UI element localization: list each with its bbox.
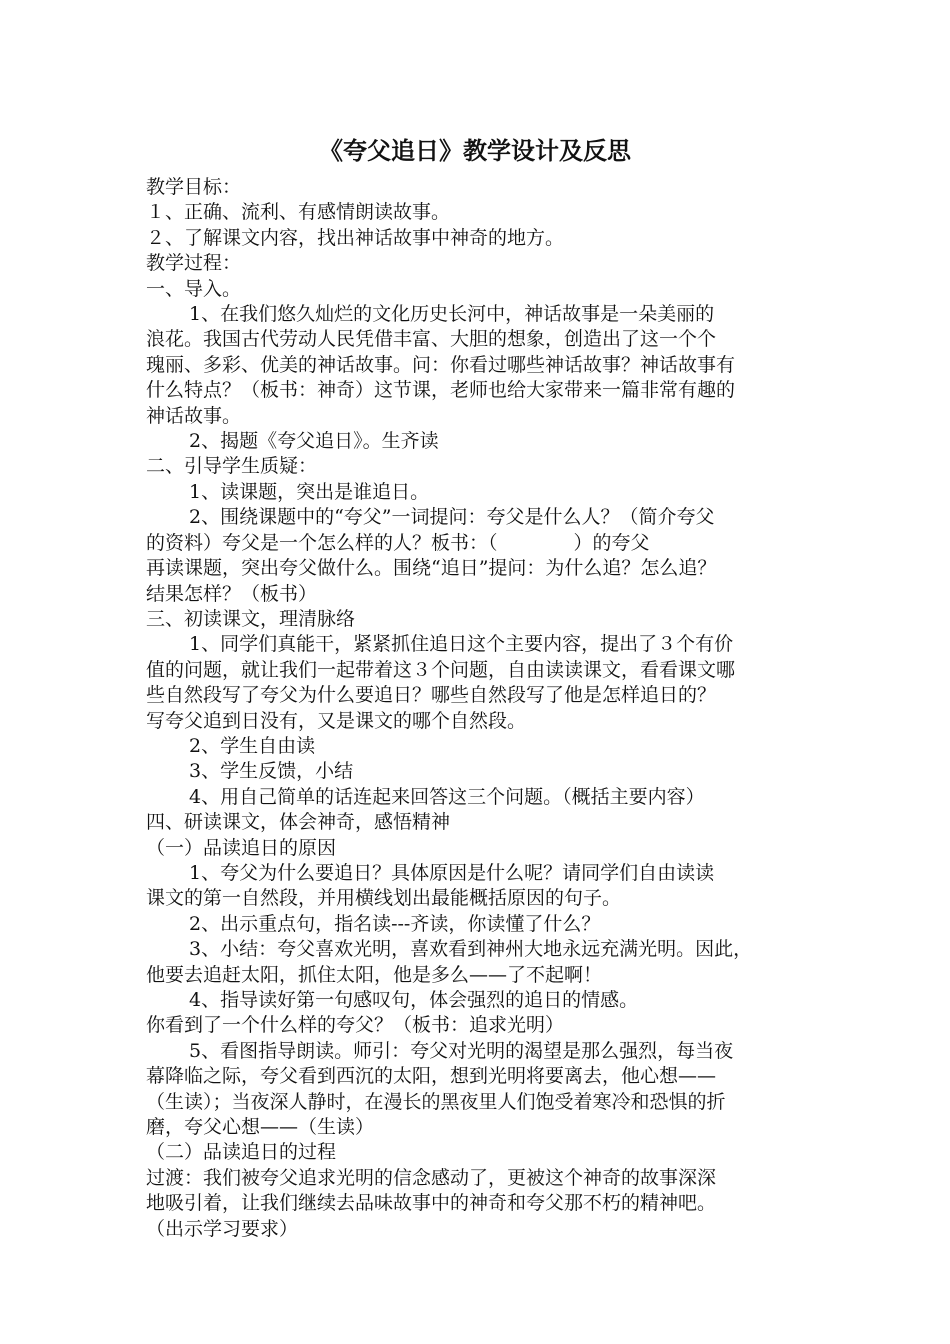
text-line: （出示学习要求）: [146, 1217, 299, 1240]
text-line: 瑰丽、多彩、优美的神话故事。问：你看过哪些神话故事？神话故事有: [146, 353, 736, 376]
text-line: （一）品读追日的原因: [146, 836, 337, 859]
text-line: 二、引导学生质疑：: [146, 455, 318, 478]
text-line: 四、研读课文，体会神奇，感悟精神: [146, 811, 451, 834]
text-line: 1、读课题，突出是谁追日。: [189, 480, 430, 503]
text-line: 神话故事。: [146, 404, 242, 427]
text-line: 4、指导读好第一句感叹句，体会强烈的追日的情感。: [189, 989, 639, 1011]
text-line: 1、在我们悠久灿烂的文化历史长河中，神话故事是一朵美丽的: [189, 303, 715, 326]
text-line: 浪花。我国古代劳动人民凭借丰富、大胆的想象，创造出了这一个个: [146, 328, 717, 351]
text-line: 什么特点？（板书：神奇）这节课，老师也给大家带来一篇非常有趣的: [146, 379, 736, 402]
text-line: 教学目标：: [146, 176, 242, 198]
text-line: （生读）；当夜深人静时，在漫长的黑夜里人们饱受着寒冷和恐惧的折: [146, 1090, 726, 1113]
text-line: 2、出示重点句，指名读---齐读，你读懂了什么？: [189, 912, 601, 935]
text-line: 幕降临之际，夸父看到西沉的太阳，想到光明将要离去，他心想——: [146, 1065, 717, 1088]
text-line: 磨，夸父心想——（生读）: [146, 1116, 375, 1139]
text-line: 你看到了一个什么样的夸父？（板书：追求光明）: [146, 1014, 565, 1037]
text-line: 5、看图指导朗读。师引：夸父对光明的渴望是那么强烈，每当夜: [189, 1039, 734, 1062]
text-line: 写夸父追到日没有，又是课文的哪个自然段。: [146, 709, 527, 732]
text-line: 2、围绕课题中的“夸父”一词提问：夸父是什么人？（简介夸父: [189, 506, 715, 529]
text-line: 再读课题，突出夸父做什么。围绕“追日”提问：为什么追？怎么追？: [146, 557, 717, 580]
document-body: [146, 175, 810, 1242]
text-line: 的资料）夸父是一个怎么样的人？板书：（ ）的夸父: [146, 531, 650, 554]
text-line: 地吸引着，让我们继续去品味故事中的神奇和夸父那不朽的精神吧。: [146, 1192, 717, 1215]
text-line: 1、夸父为什么要追日？具体原因是什么呢？请同学们自由读读: [189, 861, 715, 884]
text-line: 一、导入。: [146, 277, 242, 300]
text-line: ２、了解课文内容，找出神话故事中神奇的地方。: [146, 226, 565, 249]
text-line: 课文的第一自然段，并用横线划出最能概括原因的句子。: [146, 887, 622, 910]
text-line: 些自然段写了夸父为什么要追日？哪些自然段写了他是怎样追日的？: [146, 684, 717, 707]
text-line: １、正确、流利、有感情朗读故事。: [146, 201, 451, 224]
text-line: 2、揭题《夸父追日》。生齐读: [189, 430, 439, 453]
text-line: 3、小结：夸父喜欢光明，喜欢看到神州大地永远充满光明。因此，: [189, 938, 753, 961]
text-line: 教学过程：: [146, 252, 242, 275]
text-line: 三、初读课文，理清脉络: [146, 607, 356, 630]
text-line: 结果怎样？（板书）: [146, 582, 318, 605]
text-line: 过渡：我们被夸父追求光明的信念感动了，更被这个神奇的故事深深: [146, 1166, 717, 1189]
text-line: 4、用自己简单的话连起来回答这三个问题。（概括主要内容）: [189, 785, 705, 808]
text-line: （二）品读追日的过程: [146, 1141, 337, 1164]
text-line: 2、学生自由读: [189, 734, 316, 757]
document-title: 《夸父追日》教学设计及反思: [319, 137, 631, 165]
text-line: 值的问题，就让我们一起带着这３个问题，自由读读课文，看看课文哪: [146, 658, 736, 681]
text-line: 他要去追赶太阳，抓住太阳，他是多么——了不起啊！: [146, 963, 603, 986]
text-line: 1、同学们真能干，紧紧抓住追日这个主要内容，提出了３个有价: [189, 633, 734, 656]
text-line: 3、学生反馈，小结: [189, 760, 354, 783]
